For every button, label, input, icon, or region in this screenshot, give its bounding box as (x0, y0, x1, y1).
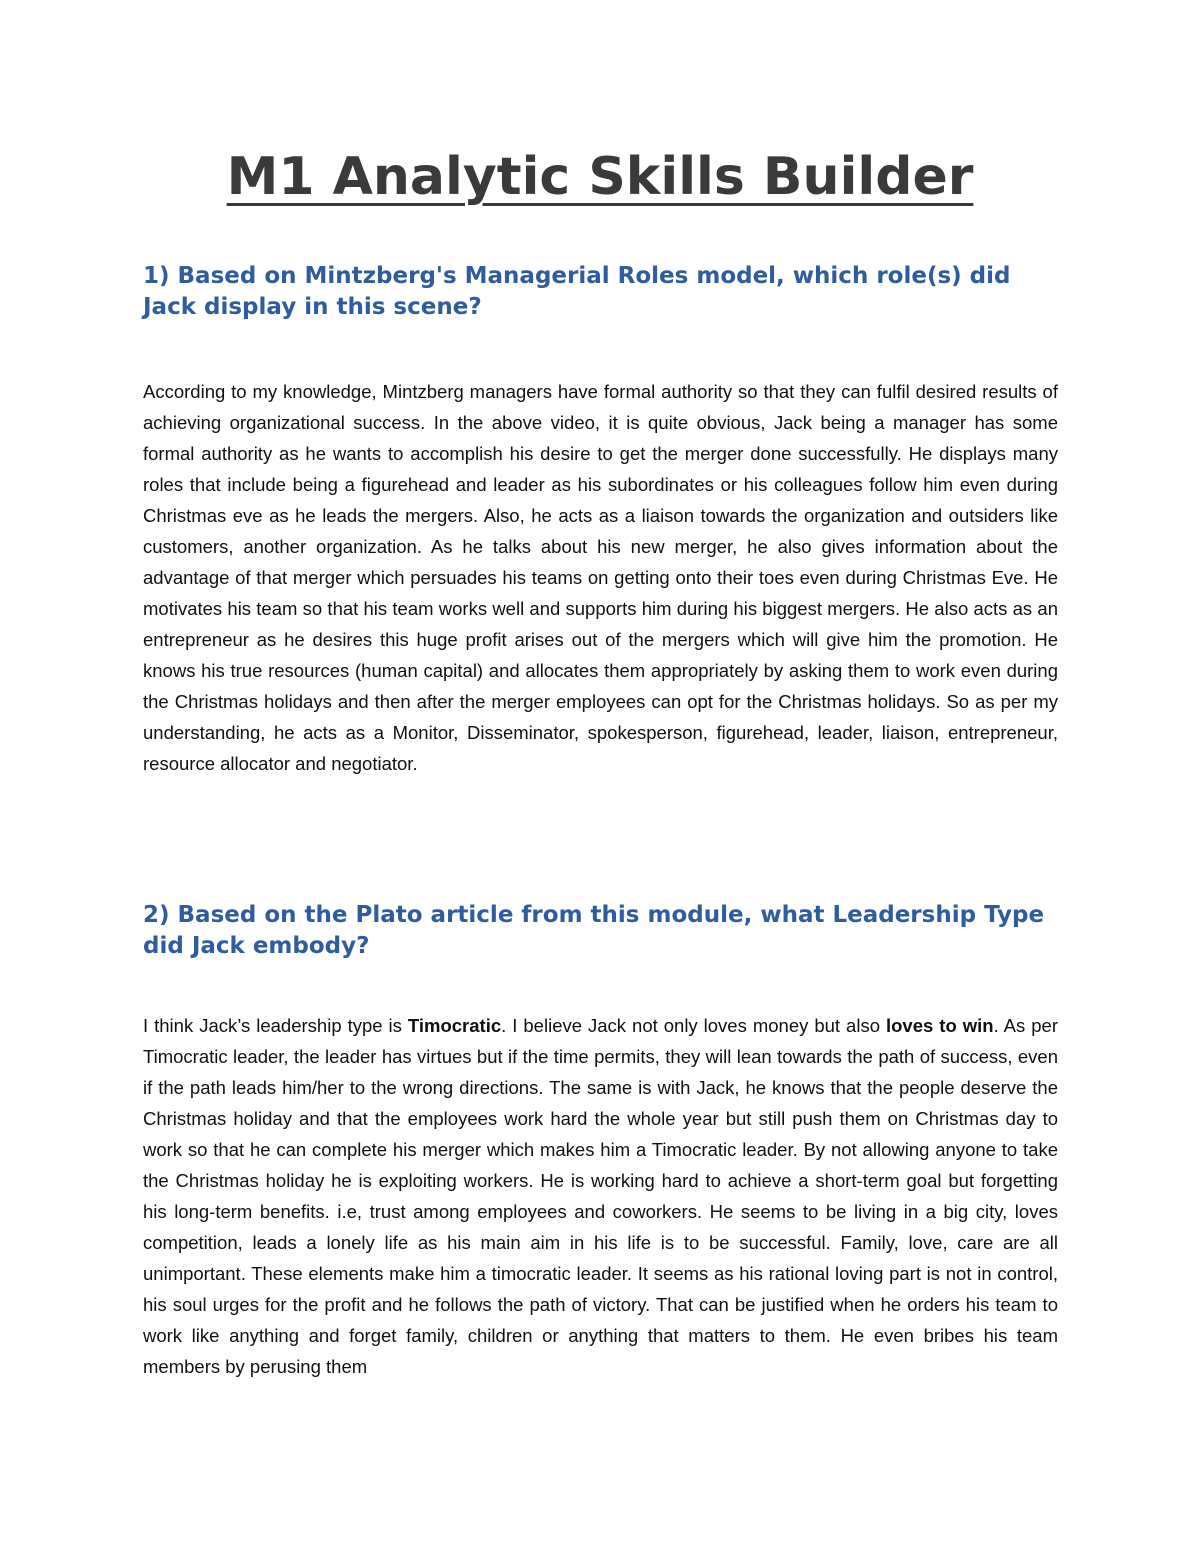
answer-2-text-part-1: I think Jack’s leadership type is (143, 1015, 408, 1036)
question-1-heading: 1) Based on Mintzberg's Managerial Roles model, which role(s) did Jack display in this scene? (143, 263, 1011, 320)
question-1-answer: According to my knowledge, Mintzberg managers have formal authority so that they can fulfil desired results of achieving organizational success. In the above video, it is quite obvious, Jack being a manager has some formal authority as he wants to accomplish his desire to get the merger done successfully. He displays many roles that include being a figurehead and leader as his subordinates or his colleagues follow him even during Christmas eve as he leads the mergers. Also, he acts as a liaison towards the organization and outsiders like customers, another organization. As he talks about his new merger, he also gives information about the advantage of that merger which persuades his teams on getting onto their toes even during Christmas Eve. He motivates his team so that his team works well and supports him during his biggest mergers. He also acts as an entrepreneur as he desires this huge profit arises out of the mergers which will give him the promotion. He knows his true resources (human capital) and allocates them appropriately by asking them to work even during the Christmas holidays and then after the merger employees can opt for the Christmas holidays. So as per my understanding, he acts as a Monitor, Disseminator, spokesperson, figurehead, leader, liaison, entrepreneur, resource allocator and negotiator. (143, 381, 1058, 774)
document-title: M1 Analytic Skills Builder (226, 147, 974, 207)
answer-2-text-part-3: . As per Timocratic leader, the leader has virtues but if the time permits, they will lean towards the path of success, even if the path leads him/her to the wrong directions. The same is with Jack, he knows that the people deserve the Christmas holiday and that the employees work hard the whole year but still push them on Christmas day to work so that he can complete his merger which makes him a Timocratic leader. By not allowing anyone to take the Christmas holiday he is exploiting workers. He is working hard to achieve a short-term goal but forgetting his long-term benefits. i.e, trust among employees and coworkers. He seems to be living in a big city, loves competition, leads a lonely life as his main aim in his life is to be successful. Family, love, care are all unimportant. These elements make him a timocratic leader. It seems as his rational loving part is not in control, his soul urges for the profit and he follows the path of victory. That can be justified when he orders his team to work like anything and forget family, children or anything that matters to them. He even bribes his team members by perusing them (143, 1015, 1058, 1377)
answer-2-text-part-2: . I believe Jack not only loves money but also (501, 1015, 886, 1036)
answer-2-bold-loves-to-win: loves to win (885, 1015, 994, 1036)
answer-2-bold-timocratic: Timocratic (407, 1015, 502, 1036)
question-2-answer (143, 1010, 1058, 1382)
question-2-heading: 2) Based on the Plato article from this module, what Leadership Type did Jack embody? (143, 902, 1045, 959)
